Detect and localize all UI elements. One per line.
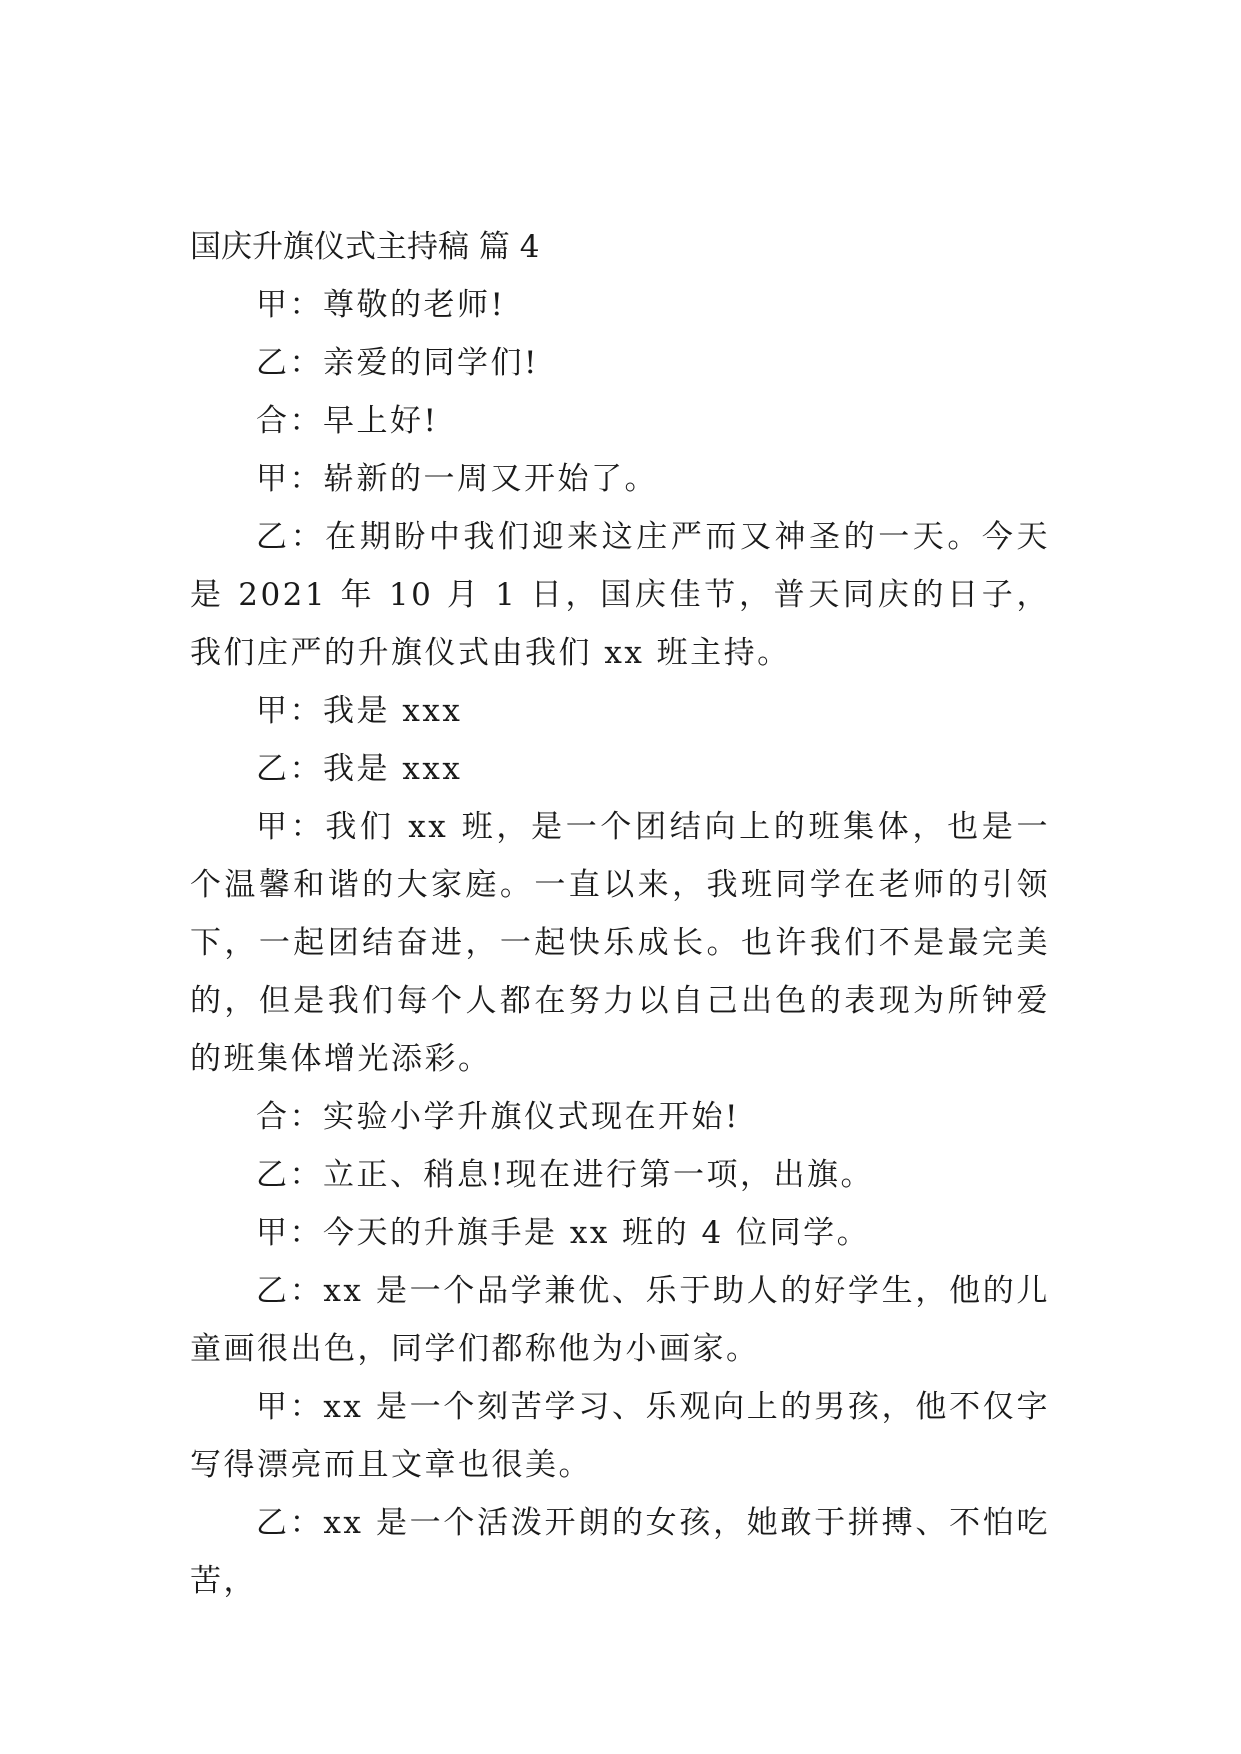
paragraph: 乙：在期盼中我们迎来这庄严而又神圣的一天。今天是 2021 年 10 月 1 日，国庆佳节，普天同庆的日子，我们庄严的升旗仪式由我们 xx 班主持。 xyxy=(190,519,1050,671)
paragraph: 乙：xx 是一个活泼开朗的女孩，她敢于拼搏、不怕吃苦， xyxy=(190,1505,1050,1599)
document-title: 国庆升旗仪式主持稿 篇 4 xyxy=(190,229,540,265)
paragraph: 乙：xx 是一个品学兼优、乐于助人的好学生，他的儿童画很出色，同学们都称他为小画家。 xyxy=(190,1273,1050,1367)
paragraph: 合：早上好! xyxy=(256,403,439,439)
paragraph: 甲：崭新的一周又开始了。 xyxy=(256,461,658,497)
paragraph: 甲：尊敬的老师! xyxy=(256,287,506,323)
paragraph: 乙：我是 xxx xyxy=(256,751,463,787)
paragraph: 甲：xx 是一个刻苦学习、乐观向上的男孩，他不仅字写得漂亮而且文章也很美。 xyxy=(190,1389,1050,1483)
paragraph: 乙：亲爱的同学们! xyxy=(256,345,539,381)
paragraph: 合：实验小学升旗仪式现在开始! xyxy=(256,1099,740,1135)
paragraph: 甲：我是 xxx xyxy=(256,693,463,729)
document-body xyxy=(190,218,1050,1610)
paragraph: 乙：立正、稍息!现在进行第一项，出旗。 xyxy=(256,1157,874,1193)
paragraph: 甲：今天的升旗手是 xx 班的 4 位同学。 xyxy=(256,1215,871,1251)
paragraph: 甲：我们 xx 班，是一个团结向上的班集体，也是一个温馨和谐的大家庭。一直以来，我班同学在老师的引领下，一起团结奋进，一起快乐成长。也许我们不是最完美的，但是我们每个人都在努力以自己出色的表现为所钟爱的班集体增光添彩。 xyxy=(190,809,1050,1077)
